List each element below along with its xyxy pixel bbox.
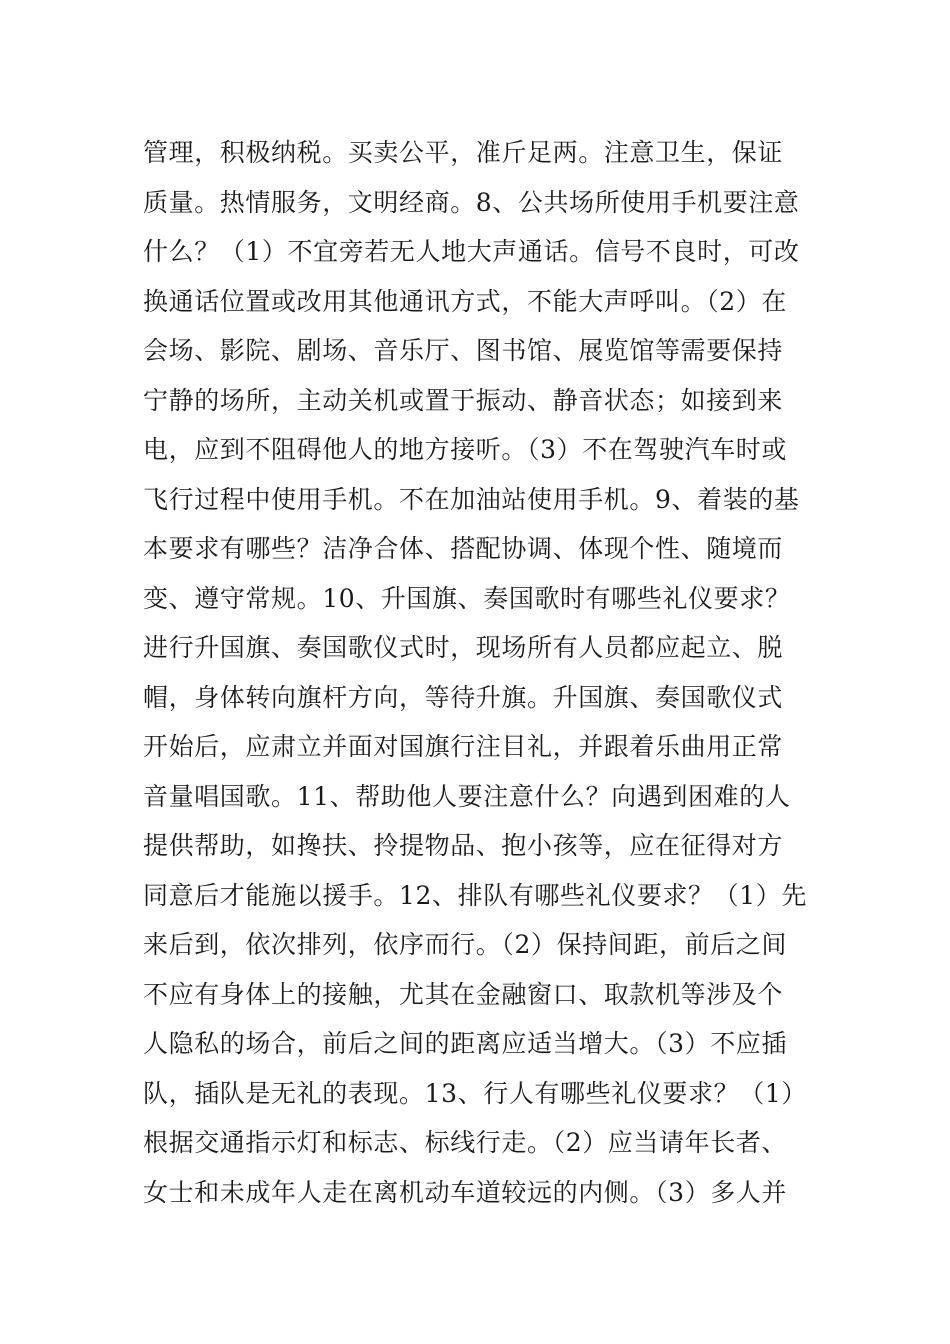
text-line: 飞行过程中使用手机。不在加油站使用手机。9、着装的基 [143,484,800,514]
text-line: 什么？（1）不宜旁若无人地大声通话。信号不良时，可改 [143,237,800,266]
text-line: 不应有身体上的接触，尤其在金融窗口、取款机等涉及个 [143,979,784,1009]
text-line: 音量唱国歌。11、帮助他人要注意什么？向遇到困难的人 [143,781,791,811]
text-line: 女士和未成年人走在离机动车道较远的内侧。（3）多人并 [143,1177,788,1207]
text-line: 宁静的场所，主动关机或置于振动、静音状态；如接到来 [143,385,784,415]
text-line: 同意后才能施以援手。12、排队有哪些礼仪要求？（1）先 [143,880,807,910]
text-line: 人隐私的场合，前后之间的距离应适当增大。（3）不应插 [143,1029,788,1058]
text-line: 换通话位置或改用其他通讯方式，不能大声呼叫。（2）在 [143,286,788,316]
text-line: 帽，身体转向旗杆方向，等待升旗。升国旗、奏国歌仪式 [143,682,784,712]
text-line: 本要求有哪些？洁净合体、搭配协调、体现个性、随境而 [143,534,784,563]
text-line: 开始后，应肃立并面对国旗行注目礼，并跟着乐曲用正常 [143,732,784,761]
text-line: 来后到，依次排列，依序而行。（2）保持间距，前后之间 [143,930,788,959]
text-line: 变、遵守常规。10、升国旗、奏国歌时有哪些礼仪要求？ [143,583,791,613]
text-line: 会场、影院、剧场、音乐厅、图书馆、展览馆等需要保持 [143,336,784,365]
text-line: 电，应到不阻碍他人的地方接听。（3）不在驾驶汽车时或 [143,435,788,464]
text-line: 管理，积极纳税。买卖公平，准斤足两。注意卫生，保证 [143,138,784,167]
text-line: 质量。热情服务，文明经商。8、公共场所使用手机要注意 [143,187,800,217]
text-line: 进行升国旗、奏国歌仪式时，现场所有人员都应起立、脱 [143,633,784,662]
body-text [143,128,823,1217]
text-line: 队，插队是无礼的表现。13、行人有哪些礼仪要求？（1） [143,1078,807,1108]
text-line: 根据交通指示灯和标志、标线行走。（2）应当请年长者、 [143,1128,788,1157]
text-line: 提供帮助，如搀扶、拎提物品、抱小孩等，应在征得对方 [143,831,784,860]
